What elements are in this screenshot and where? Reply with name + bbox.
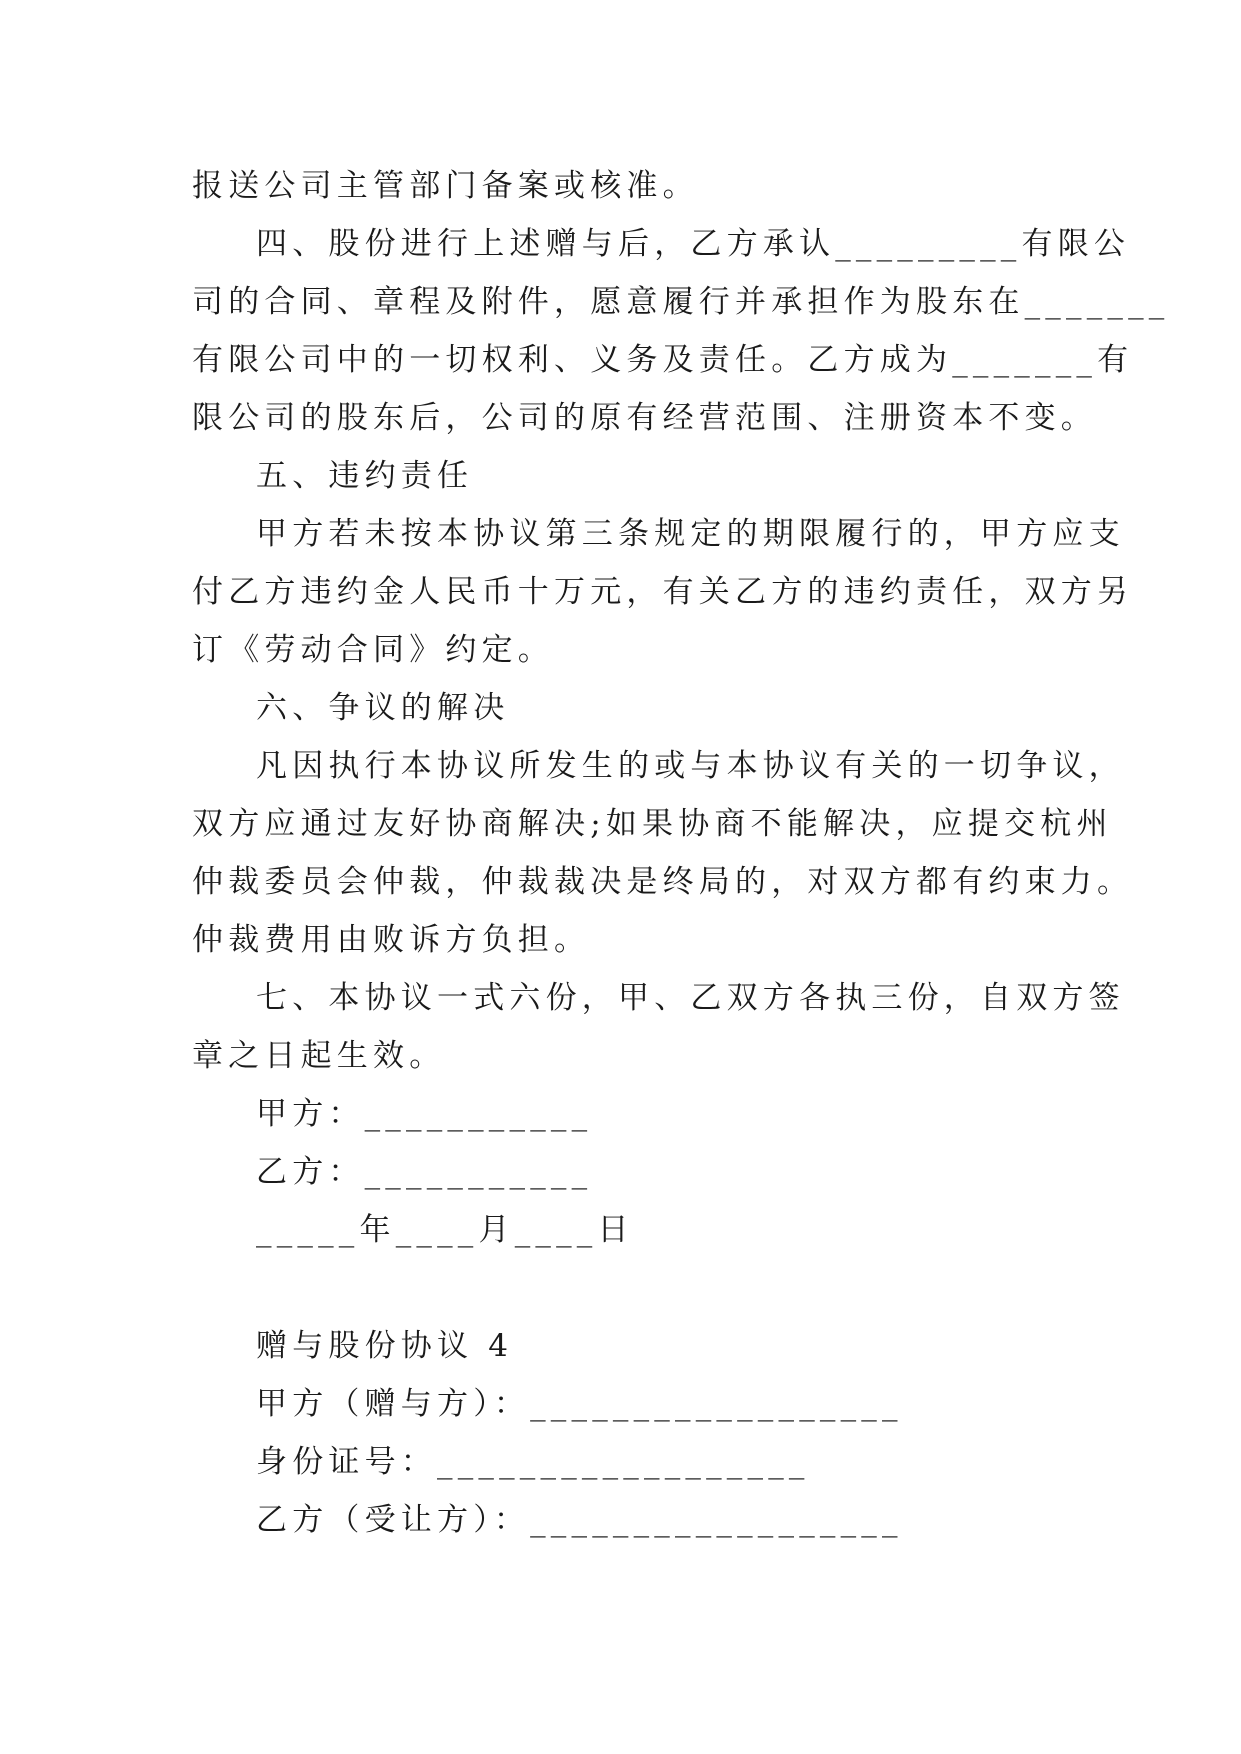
paragraph-line: 仲裁费用由败诉方负担。 — [192, 922, 591, 958]
paragraph-line: 司的合同、章程及附件，愿意履行并承担作为股东在_______ — [192, 284, 1170, 320]
section-heading-breach: 五、违约责任 — [256, 458, 474, 494]
paragraph-line: 甲方若未按本协议第三条规定的期限履行的，甲方应支 — [256, 516, 1125, 552]
donor-field-line: 甲方（赠与方）：__________________ — [256, 1386, 903, 1422]
party-a-signature-line: 甲方：___________ — [256, 1096, 593, 1132]
paragraph-line: 报送公司主管部门备案或核准。 — [192, 168, 699, 204]
paragraph-line: 章之日起生效。 — [192, 1038, 446, 1074]
paragraph-line: 付乙方违约金人民币十万元，有关乙方的违约责任，双方另 — [192, 574, 1134, 610]
paragraph-line: 有限公司中的一切权利、义务及责任。乙方成为_______有 — [192, 342, 1134, 378]
agreement-title: 赠与股份协议 4 — [256, 1328, 514, 1364]
paragraph-line: 限公司的股东后，公司的原有经营范围、注册资本不变。 — [192, 400, 1097, 436]
paragraph-line: 仲裁委员会仲裁，仲裁裁决是终局的，对双方都有约束力。 — [192, 864, 1134, 900]
paragraph-line: 凡因执行本协议所发生的或与本协议有关的一切争议， — [256, 748, 1125, 784]
paragraph-line: 双方应通过友好协商解决;如果协商不能解决，应提交杭州 — [192, 806, 1113, 842]
transferee-field-line: 乙方（受让方）：__________________ — [256, 1502, 903, 1538]
clause-seven-line: 七、本协议一式六份，甲、乙双方各执三份，自双方签 — [256, 980, 1125, 1016]
section-heading-dispute: 六、争议的解决 — [256, 690, 510, 726]
date-line: _____年____月____日 — [256, 1212, 634, 1248]
id-number-field-line: 身份证号：__________________ — [256, 1444, 810, 1480]
clause-four-heading-line: 四、股份进行上述赠与后，乙方承认_________有限公 — [256, 226, 1131, 262]
paragraph-line: 订《劳动合同》约定。 — [192, 632, 554, 668]
party-b-signature-line: 乙方：___________ — [256, 1154, 593, 1190]
